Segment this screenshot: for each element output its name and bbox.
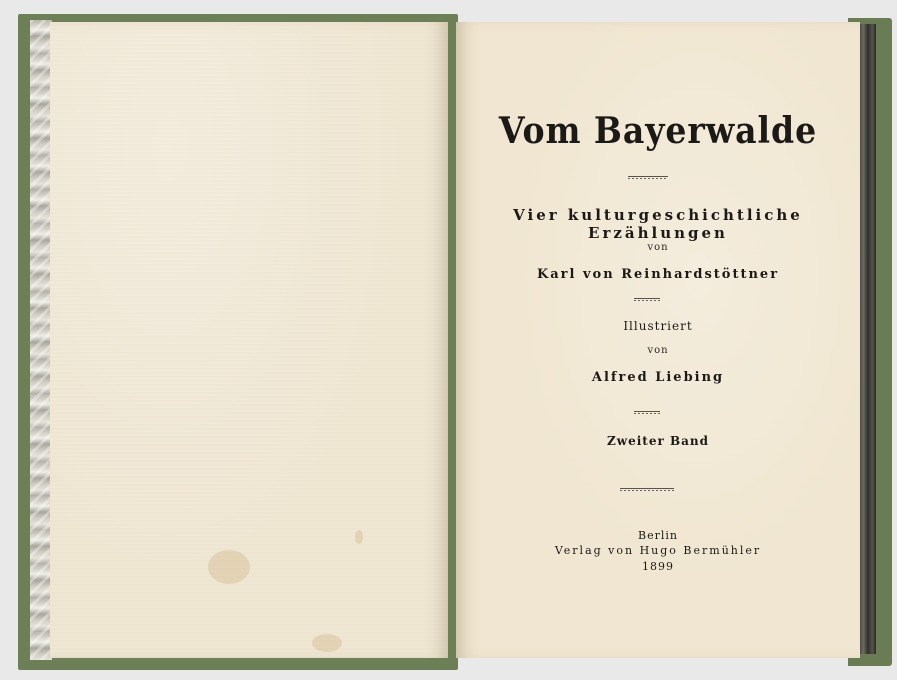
- floral-endpaper: [30, 20, 52, 660]
- imprint-year: 1899: [642, 560, 674, 573]
- left-blank-page: [50, 22, 448, 658]
- by-label-author: von: [647, 242, 669, 253]
- illustrated-label: Illustriert: [623, 319, 693, 333]
- foxing-stain: [355, 530, 363, 544]
- ornamental-rule: [628, 176, 668, 177]
- ornamental-rule: [634, 411, 660, 412]
- ornamental-rule: [634, 298, 660, 299]
- author-name: Karl von Reinhardstöttner: [536, 267, 780, 282]
- foxing-stain: [208, 550, 250, 584]
- volume-label: Zweiter Band: [607, 434, 709, 448]
- imprint-city: Berlin: [638, 529, 678, 542]
- ornamental-rule: [620, 488, 674, 489]
- by-label-illustrator: von: [647, 345, 669, 356]
- page-edges: [858, 24, 876, 654]
- foxing-stain: [312, 634, 342, 652]
- book-title: Vom Bayerwalde: [498, 110, 818, 152]
- imprint-publisher: Verlag von Hugo Bermühler: [554, 544, 762, 557]
- illustrator-name: Alfred Liebing: [591, 370, 725, 385]
- title-page: [456, 22, 860, 658]
- book-subtitle: Vier kulturgeschichtliche Erzählungen: [513, 206, 803, 242]
